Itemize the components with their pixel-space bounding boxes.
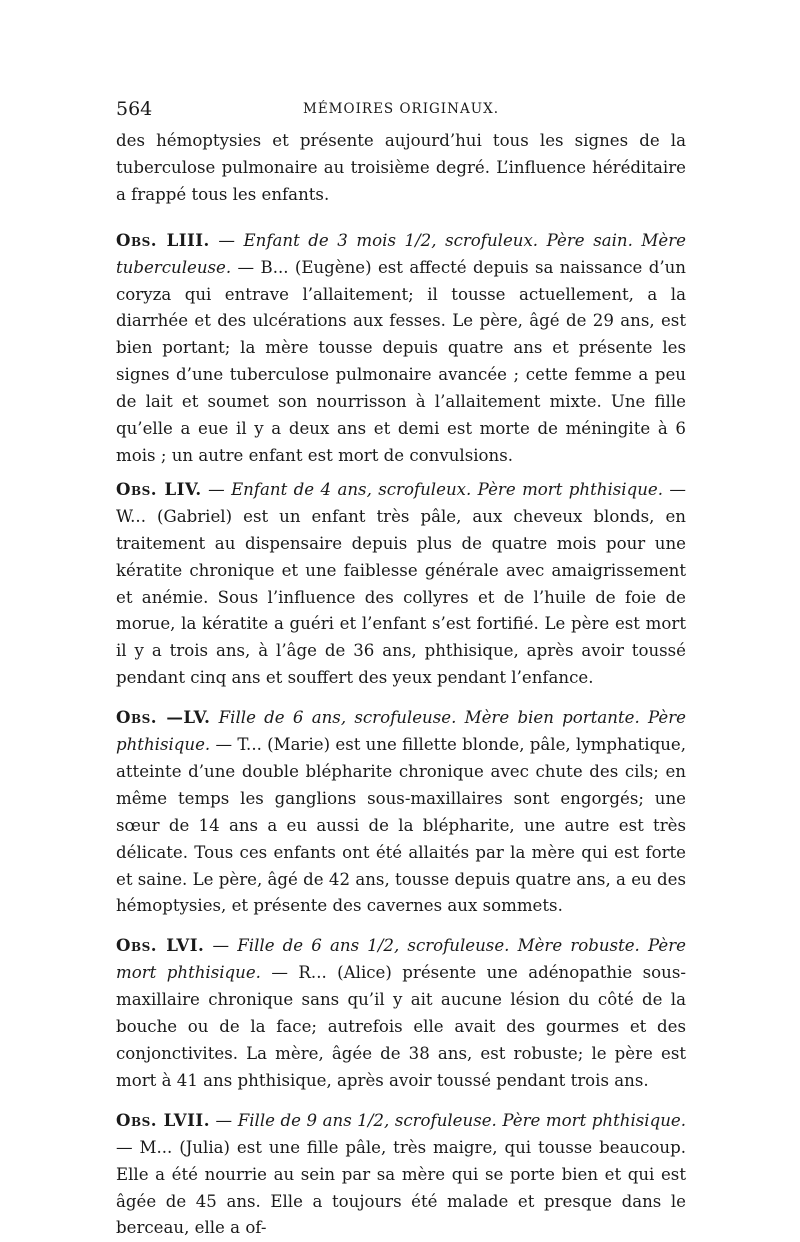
book-page xyxy=(116,98,686,1242)
observation-title: — Enfant de 4 ans, scrofuleux. Père mort phthisique. xyxy=(208,479,663,499)
observation-55 xyxy=(116,704,686,920)
observation-57 xyxy=(116,1107,686,1242)
observation-title: — Fille de 9 ans 1/2, scrofuleuse. Père mort phthisique. xyxy=(215,1110,686,1130)
observation-body: — W... (Gabriel) est un enfant très pâle, aux cheveux blonds, en traitement au dispensaire depuis plus de quatre mois pour une kératite chronique et une faiblesse générale avec amaigrissement et anémie. Sous l’influence des collyres et de l’huile de foie de morue, la kératite a guéri et l’enfant s’est fortifié. Le père est mort il y a trois ans, à l’âge de 36 ans, phthisique, après avoir toussé pendant cinq ans et souffert des yeux pendant l’enfance. xyxy=(116,479,687,688)
observation-title: — Fille de 6 ans 1/2, scrofuleuse. Mère robuste. Père mort phthisique. xyxy=(116,936,686,983)
observation-label: Obs. LVII. xyxy=(116,1109,210,1130)
observation-body: — R... (Alice) présente une adénopathie sous-maxillaire chronique sans qu’il y ait aucune lésion du côté de la bouche ou de la face; autrefois elle avait des gourmes et des conjonctivites. La mère, âgée de 38 ans, est robuste; le père est mort à 41 ans phthisique, après avoir toussé pendant trois ans. xyxy=(116,963,686,1090)
continuation-paragraph: des hémoptysies et présente aujourd’hui tous les signes de la tuberculose pulmonaire au troisième degré. L’influence héréditaire a frappé tous les enfants. xyxy=(116,131,686,204)
page-number: 564 xyxy=(116,98,153,120)
observation-body: — T... (Marie) est une fillette blonde, pâle, lymphatique, atteinte d’une double blépharite chronique avec chute des cils; en même temps les ganglions sous-maxillaires sont engorgés; une sœur de 14 ans a eu aussi de la blépharite, une autre est très délicate. Tous ces enfants ont été allaités par la mère qui est forte et saine. Le père, âgé de 42 ans, tousse depuis quatre ans, a eu des hémoptysies, et présente des cavernes aux sommets. xyxy=(116,735,686,916)
observation-54 xyxy=(116,476,686,692)
running-head-title: MÉMOIRES ORIGINAUX. xyxy=(303,101,499,117)
observation-56 xyxy=(116,932,686,1094)
observation-body: — B... (Eugène) est affecté depuis sa naissance d’un coryza qui entrave l’allaitement; il tousse actuellement, a la diarrhée et des ulcérations aux fesses. Le père, âgé de 29 ans, est bien portant; la mère tousse depuis quatre ans et présente les signes d’une tuberculose pulmonaire avancée ; cette femme a peu de lait et soumet son nourrisson à l’allaitement mixte. Une fille qu’elle a eue il y a deux ans et demi est morte de méningite à 6 mois ; un autre enfant est mort de convulsions. xyxy=(116,257,686,465)
observation-label: Obs. LIV. xyxy=(116,478,202,499)
observation-title: Fille de 6 ans, scrofuleuse. Mère bien portante. Père phthisique. xyxy=(116,708,686,755)
observation-title: — Enfant de 3 mois 1/2, scrofuleux. Père sain. Mère tuberculeuse. xyxy=(116,230,686,277)
observation-body: — M... (Julia) est une fille pâle, très maigre, qui tousse beaucoup. Elle a été nourrie au sein par sa mère qui se porte bien et qui est âgée de 45 ans. Elle a toujours été malade et presque dans le berceau, elle a of- xyxy=(116,1137,686,1238)
observation-label: Obs. LIII. xyxy=(116,229,210,250)
observation-label: Obs. —LV. xyxy=(116,707,211,728)
observation-53 xyxy=(116,227,686,470)
observation-label: Obs. LVI. xyxy=(116,935,205,956)
running-head xyxy=(116,98,686,128)
